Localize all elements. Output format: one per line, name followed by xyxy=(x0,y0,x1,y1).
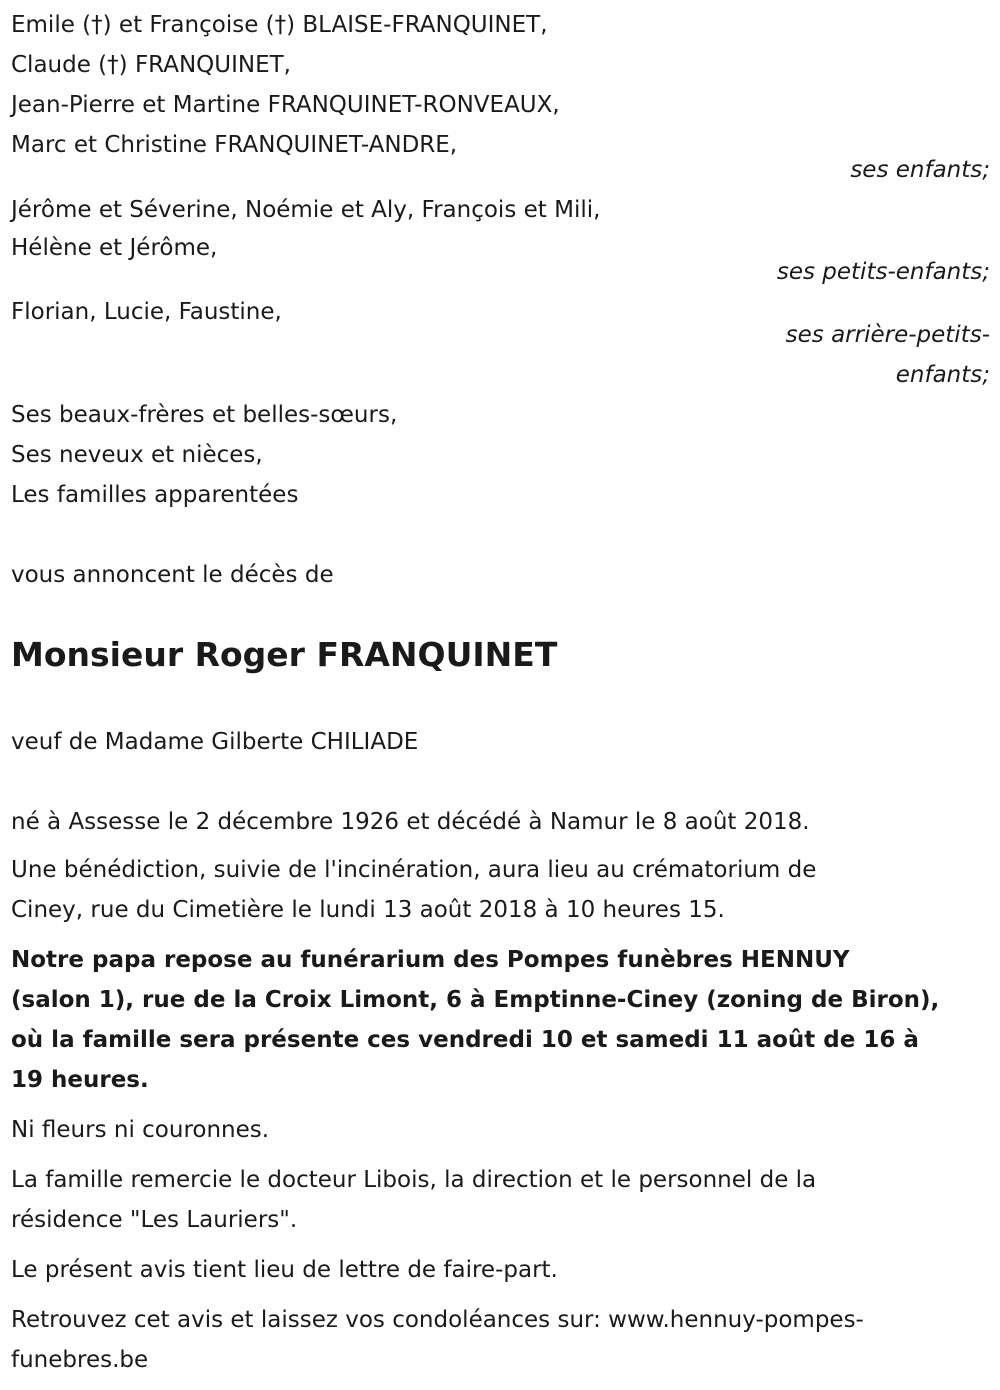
great-grandchildren-label: ses arrière-petits- xyxy=(785,322,990,348)
ceremony-line: Ciney, rue du Cimetière le lundi 13 août 2018 à 10 heures 15. xyxy=(11,897,725,923)
relative-line: Ses neveux et nièces, xyxy=(11,442,263,468)
child-line: Claude (†) FRANQUINET, xyxy=(11,52,291,78)
grandchild-line: Hélène et Jérôme, xyxy=(11,235,218,261)
condolences-link[interactable]: funebres.be xyxy=(11,1347,149,1373)
relative-line: Les familles apparentées xyxy=(11,482,299,508)
visitation-line: (salon 1), rue de la Croix Limont, 6 à Emptinne-Ciney (zoning de Biron), xyxy=(11,987,940,1013)
grandchild-line: Jérôme et Séverine, Noémie et Aly, François et Mili, xyxy=(11,197,601,223)
thanks-line: La famille remercie le docteur Libois, la direction et le personnel de la xyxy=(11,1167,817,1193)
grandchildren-label: ses petits-enfants; xyxy=(776,259,990,285)
child-line: Marc et Christine FRANQUINET-ANDRE, xyxy=(11,132,458,158)
flowers-text: Ni fleurs ni couronnes. xyxy=(11,1117,270,1143)
visitation-line: où la famille sera présente ces vendredi 10 et samedi 11 août de 16 à xyxy=(11,1027,919,1053)
deceased-name: Monsieur Roger FRANQUINET xyxy=(11,635,558,674)
notice-text: Le présent avis tient lieu de lettre de faire-part. xyxy=(11,1257,558,1283)
great-grandchildren-label: enfants; xyxy=(895,362,990,388)
thanks-line: résidence "Les Lauriers". xyxy=(11,1207,298,1233)
child-line: Jean-Pierre et Martine FRANQUINET-RONVEAUX, xyxy=(11,92,560,118)
widower-text: veuf de Madame Gilberte CHILIADE xyxy=(11,729,419,755)
announce-text: vous annoncent le décès de xyxy=(11,562,334,588)
condolences-line: Retrouvez cet avis et laissez vos condoléances sur: www.hennuy-pompes- xyxy=(11,1307,864,1333)
ceremony-line: Une bénédiction, suivie de l'incinération, aura lieu au crématorium de xyxy=(11,857,817,883)
relative-line: Ses beaux-frères et belles-sœurs, xyxy=(11,402,398,428)
birth-death-text: né à Assesse le 2 décembre 1926 et décédé à Namur le 8 août 2018. xyxy=(11,809,810,835)
child-line: Emile (†) et Françoise (†) BLAISE-FRANQUINET, xyxy=(11,12,548,38)
visitation-line: Notre papa repose au funérarium des Pompes funèbres HENNUY xyxy=(11,947,850,973)
great-grandchild-line: Florian, Lucie, Faustine, xyxy=(11,299,282,325)
visitation-line: 19 heures. xyxy=(11,1067,149,1093)
children-label: ses enfants; xyxy=(850,157,990,183)
